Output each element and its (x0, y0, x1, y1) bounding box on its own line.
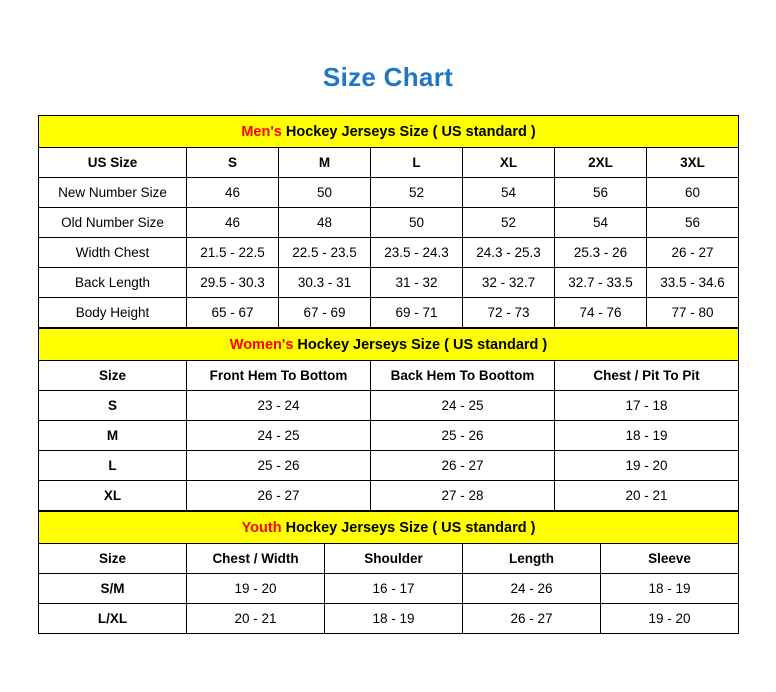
table-row (39, 574, 739, 604)
table-cell: 77 - 80 (647, 298, 739, 328)
table-cell: 56 (555, 178, 647, 208)
table-cell: 69 - 71 (371, 298, 463, 328)
table-cell: 32 - 32.7 (463, 268, 555, 298)
mens-size-table (38, 115, 739, 328)
table-cell: 18 - 19 (325, 604, 463, 634)
column-header: Sleeve (601, 544, 739, 574)
column-header: Shoulder (325, 544, 463, 574)
table-cell: 20 - 21 (555, 481, 739, 511)
section-header-rest: Hockey Jerseys Size ( US standard ) (281, 519, 536, 536)
column-header: Length (463, 544, 601, 574)
row-label: L (39, 451, 187, 481)
table-cell: 18 - 19 (601, 574, 739, 604)
table-cell: 54 (555, 208, 647, 238)
table-cell: 21.5 - 22.5 (187, 238, 279, 268)
column-header: S (187, 148, 279, 178)
table-cell: 17 - 18 (555, 391, 739, 421)
table-cell: 26 - 27 (647, 238, 739, 268)
column-header: Size (39, 361, 187, 391)
table-cell: 31 - 32 (371, 268, 463, 298)
table-row (39, 391, 739, 421)
section-header-cell (39, 329, 739, 361)
table-cell: 46 (187, 178, 279, 208)
youth-size-table (38, 511, 739, 634)
table-cell: 20 - 21 (187, 604, 325, 634)
table-cell: 16 - 17 (325, 574, 463, 604)
table-cell: 24 - 26 (463, 574, 601, 604)
section-header-youth (39, 512, 739, 544)
column-header: 2XL (555, 148, 647, 178)
table-cell: 50 (371, 208, 463, 238)
row-label: Back Length (39, 268, 187, 298)
column-header: Chest / Width (187, 544, 325, 574)
section-header-rest: Hockey Jerseys Size ( US standard ) (293, 336, 548, 353)
row-label: Width Chest (39, 238, 187, 268)
table-cell: 33.5 - 34.6 (647, 268, 739, 298)
section-header-cell (39, 512, 739, 544)
table-cell: 27 - 28 (371, 481, 555, 511)
table-cell: 26 - 27 (371, 451, 555, 481)
table-cell: 24 - 25 (371, 391, 555, 421)
column-header: XL (463, 148, 555, 178)
column-header: L (371, 148, 463, 178)
table-cell: 30.3 - 31 (279, 268, 371, 298)
section-header-accent: Women's (229, 336, 294, 353)
table-row (39, 298, 739, 328)
column-header: Back Hem To Boottom (371, 361, 555, 391)
table-cell: 48 (279, 208, 371, 238)
table-cell: 54 (463, 178, 555, 208)
table-cell: 29.5 - 30.3 (187, 268, 279, 298)
table-row (39, 238, 739, 268)
table-header-row (39, 361, 739, 391)
table-cell: 24.3 - 25.3 (463, 238, 555, 268)
section-header-mens (39, 116, 739, 148)
row-label: S (39, 391, 187, 421)
row-label: XL (39, 481, 187, 511)
section-header-cell (39, 116, 739, 148)
column-header: US Size (39, 148, 187, 178)
table-row (39, 604, 739, 634)
table-header-row (39, 544, 739, 574)
row-label: M (39, 421, 187, 451)
table-row (39, 421, 739, 451)
table-row (39, 208, 739, 238)
table-cell: 52 (371, 178, 463, 208)
table-cell: 56 (647, 208, 739, 238)
table-cell: 26 - 27 (187, 481, 371, 511)
table-cell: 19 - 20 (601, 604, 739, 634)
table-cell: 67 - 69 (279, 298, 371, 328)
column-header: Size (39, 544, 187, 574)
table-cell: 72 - 73 (463, 298, 555, 328)
table-row (39, 268, 739, 298)
section-header-womens (39, 329, 739, 361)
table-cell: 52 (463, 208, 555, 238)
column-header: Chest / Pit To Pit (555, 361, 739, 391)
table-cell: 26 - 27 (463, 604, 601, 634)
table-row (39, 481, 739, 511)
section-header-accent: Men's (241, 123, 282, 140)
table-cell: 25 - 26 (371, 421, 555, 451)
table-cell: 46 (187, 208, 279, 238)
table-cell: 32.7 - 33.5 (555, 268, 647, 298)
table-cell: 22.5 - 23.5 (279, 238, 371, 268)
table-cell: 19 - 20 (187, 574, 325, 604)
table-cell: 65 - 67 (187, 298, 279, 328)
column-header: Front Hem To Bottom (187, 361, 371, 391)
column-header: M (279, 148, 371, 178)
table-row (39, 178, 739, 208)
table-cell: 18 - 19 (555, 421, 739, 451)
womens-size-table (38, 328, 739, 511)
table-cell: 24 - 25 (187, 421, 371, 451)
row-label: S/M (39, 574, 187, 604)
column-header: 3XL (647, 148, 739, 178)
row-label: Old Number Size (39, 208, 187, 238)
section-header-rest: Hockey Jerseys Size ( US standard ) (281, 123, 536, 140)
table-row (39, 451, 739, 481)
table-header-row (39, 148, 739, 178)
row-label: Body Height (39, 298, 187, 328)
size-tables (38, 115, 738, 634)
table-cell: 25.3 - 26 (555, 238, 647, 268)
row-label: L/XL (39, 604, 187, 634)
table-cell: 25 - 26 (187, 451, 371, 481)
row-label: New Number Size (39, 178, 187, 208)
table-cell: 19 - 20 (555, 451, 739, 481)
table-cell: 60 (647, 178, 739, 208)
table-cell: 23.5 - 24.3 (371, 238, 463, 268)
table-cell: 50 (279, 178, 371, 208)
table-cell: 23 - 24 (187, 391, 371, 421)
section-header-accent: Youth (241, 519, 282, 536)
page-title: Size Chart (322, 62, 454, 92)
table-cell: 74 - 76 (555, 298, 647, 328)
